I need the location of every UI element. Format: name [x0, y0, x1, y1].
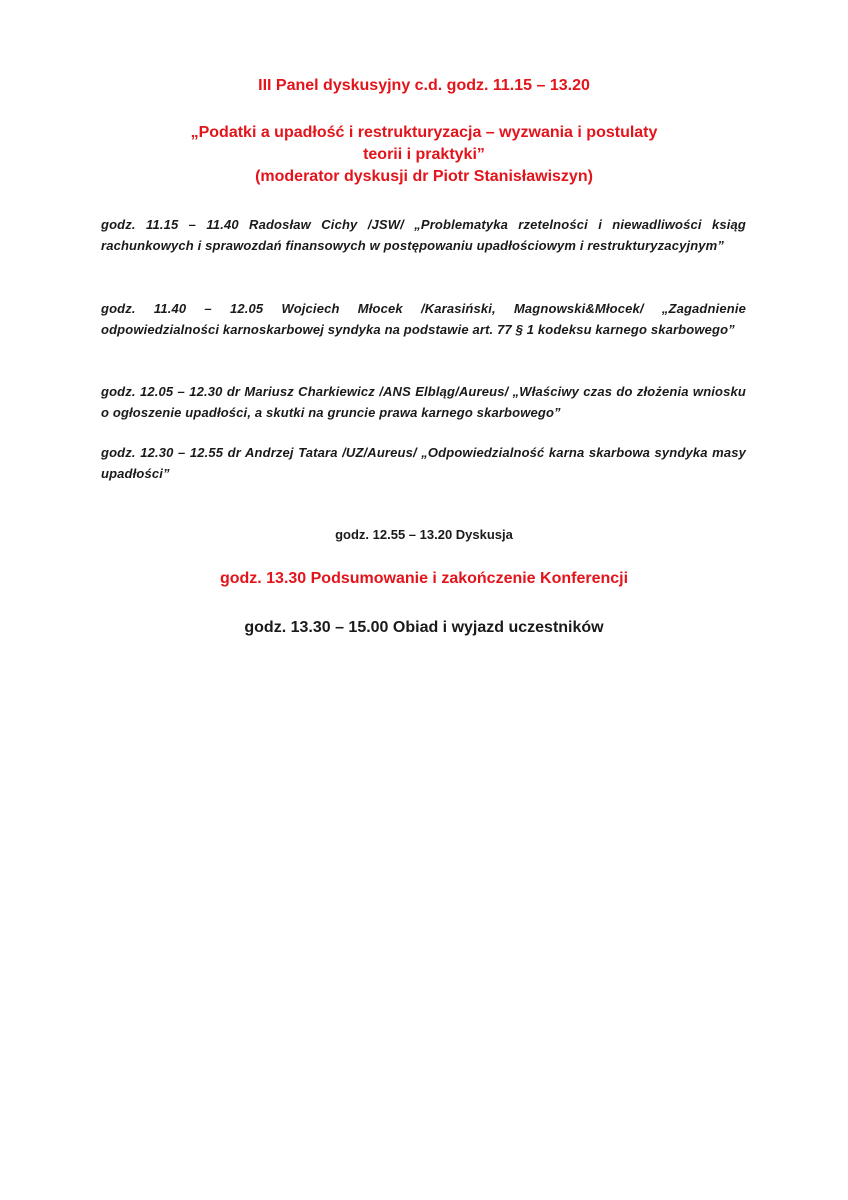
talk-item: godz. 11.40 – 12.05 Wojciech Młocek /Karasiński, Magnowski&Młocek/ „Zagadnienie odpowiedzialności karnoskarbowej syndyka na podstawie art. 77 § 1 kodeksu karnego skarbowego” [101, 301, 746, 337]
panel-title-line-1: „Podatki a upadłość i restrukturyzacja – wyzwania i postulaty [190, 124, 658, 141]
panel-heading: III Panel dyskusyjny c.d. godz. 11.15 – 13.20 [258, 77, 590, 94]
panel-title-line-2: teorii i praktyki” [363, 146, 485, 163]
panel-moderator: (moderator dyskusji dr Piotr Stanisławiszyn) [255, 168, 593, 185]
discussion-slot: godz. 12.55 – 13.20 Dyskusja [335, 527, 513, 542]
talk-item: godz. 12.30 – 12.55 dr Andrzej Tatara /UZ/Aureus/ „Odpowiedzialność karna skarbowa syndyka masy upadłości” [101, 445, 746, 481]
talk-item: godz. 12.05 – 12.30 dr Mariusz Charkiewicz /ANS Elbląg/Aureus/ „Właściwy czas do złożenia wniosku o ogłoszenie upadłości, a skutki na gruncie prawa karnego skarbowego” [101, 384, 746, 420]
panel-title-block [0, 122, 848, 188]
talk-item: godz. 11.15 – 11.40 Radosław Cichy /JSW/ „Problematyka rzetelności i niewadliwości ksiąg rachunkowych i sprawozdań finansowych w postępowaniu upadłościowym i restrukturyzacyjnym” [101, 217, 746, 253]
summary-slot: godz. 13.30 Podsumowanie i zakończenie Konferencji [219, 570, 629, 587]
lunch-slot: godz. 13.30 – 15.00 Obiad i wyjazd uczestników [244, 619, 604, 636]
